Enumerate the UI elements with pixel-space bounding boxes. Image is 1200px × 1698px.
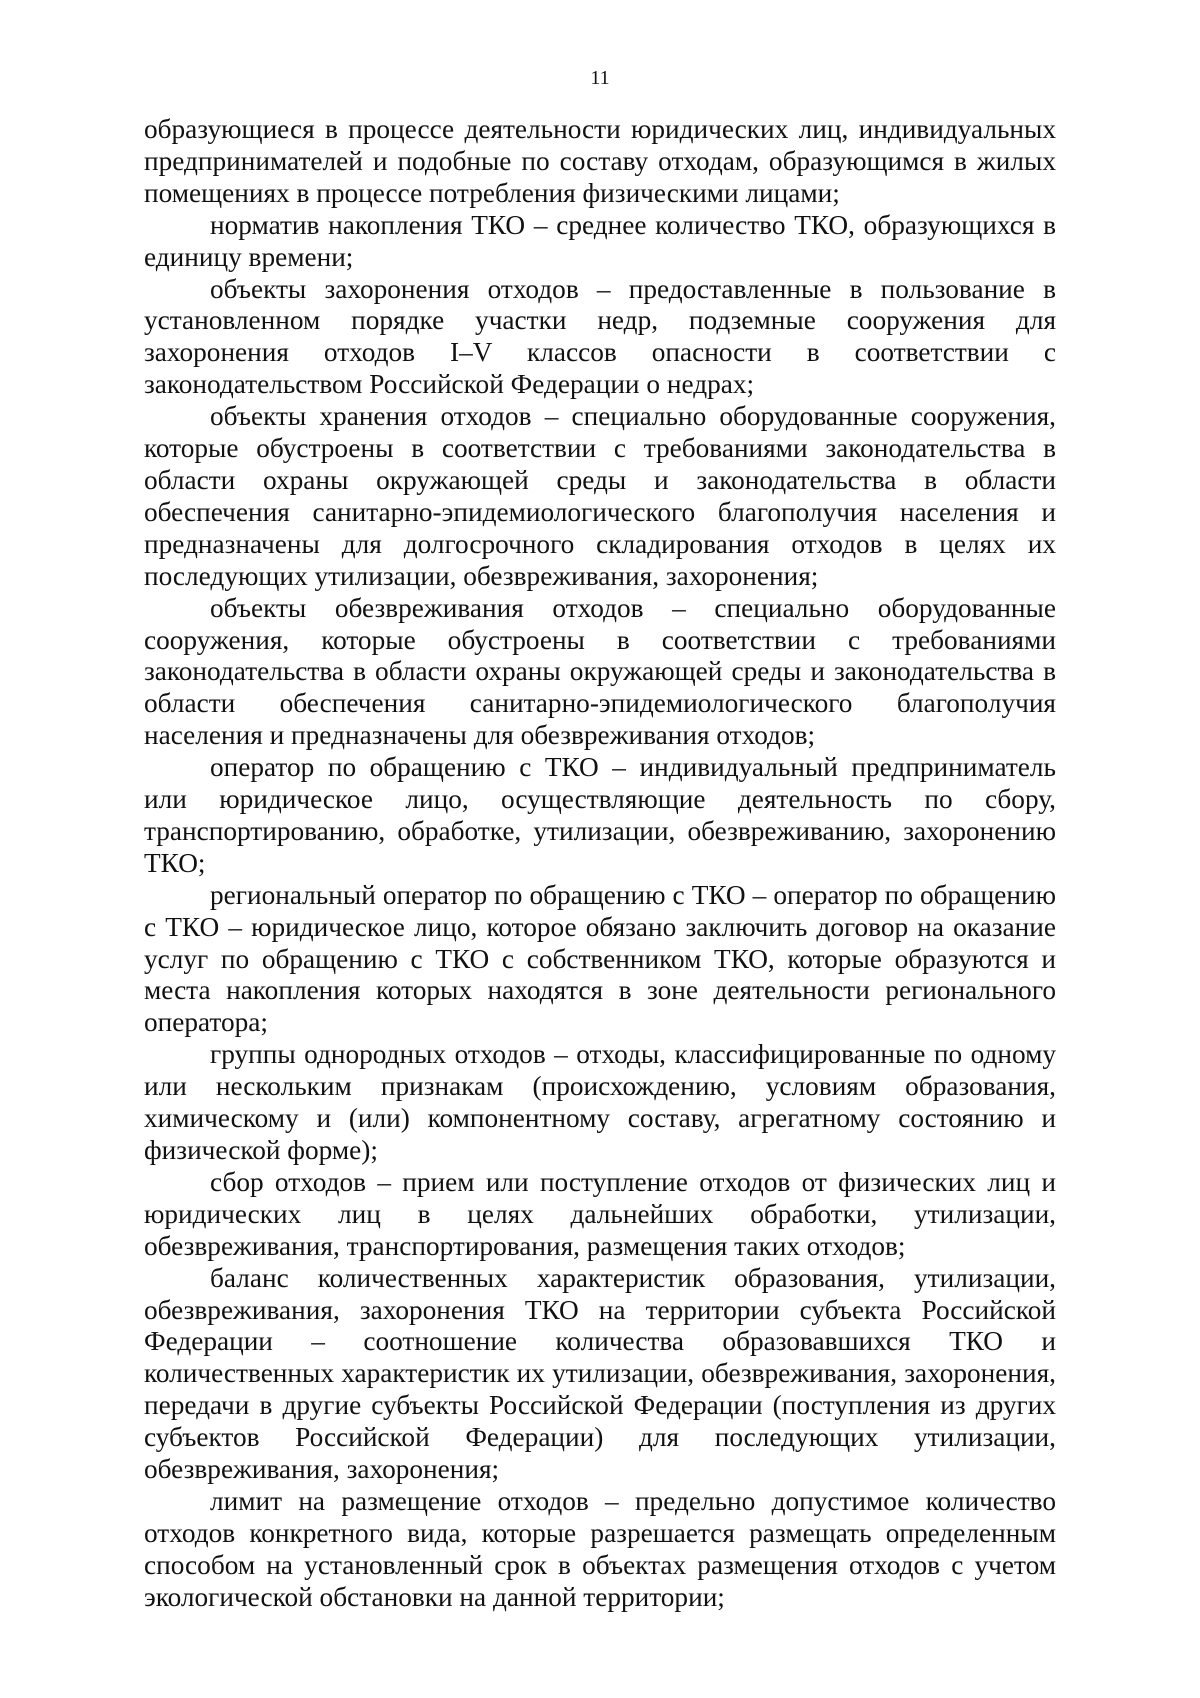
paragraph-regional-operator: региональный оператор по обращению с ТКО – оператор по обращению с ТКО – юридическое лицо, которое обязано заключить договор на оказание услуг по обращению с ТКО с собственником ТКО, которые образуются и места накопления которых находятся в зоне деятельности регионального оператора; — [144, 879, 1056, 1038]
paragraph-continuation: образующиеся в процессе деятельности юридических лиц, индивидуальных предпринимателей и подобные по составу отходам, образующимся в жилых помещениях в процессе потребления физическими лицами; — [144, 114, 1056, 208]
document-body — [144, 114, 1056, 1614]
paragraph-operator: оператор по обращению с ТКО – индивидуальный предприниматель или юридическое лицо, осуществляющие деятельность по сбору, транспортированию, обработке, утилизации, обезвреживанию, захоронению ТКО; — [144, 752, 1056, 878]
paragraph-burial-objects: объекты захоронения отходов – предоставленные в пользование в установленном порядке участки недр, подземные сооружения для захоронения отходов I–V классов опасности в соответствии с законодательством Российской Федерации о недрах; — [144, 273, 1056, 400]
paragraph-homogeneous-groups: группы однородных отходов – отходы, классифицированные по одному или нескольким признакам (происхождению, условиям образования, химическому и (или) компонентному составу, агрегатному состоянию и физической форме); — [144, 1039, 1056, 1165]
page-number: 11 — [590, 67, 610, 89]
paragraph-waste-collection: сбор отходов – прием или поступление отходов от физических лиц и юридических лиц в целях дальнейших обработки, утилизации, обезвреживания, транспортирования, размещения таких отходов; — [144, 1166, 1056, 1261]
paragraph-neutralization-objects: объекты обезвреживания отходов – специально оборудованные сооружения, которые обустроены в соответствии с требованиями законодательства в области охраны окружающей среды и законодательства в области обеспечения санитарно-эпидемиологического благополучия населения и предназначены для обезвреживания отходов; — [144, 592, 1056, 751]
paragraph-balance: баланс количественных характеристик образования, утилизации, обезвреживания, захоронения ТКО на территории субъекта Российской Федерации – соотношение количества образовавшихся ТКО и количественных характеристик их утилизации, обезвреживания, захоронения, передачи в другие субъекты Российской Федерации (поступления из других субъектов Российской Федерации) для последующих утилизации, обезвреживания, захоронения; — [144, 1262, 1056, 1485]
paragraph-placement-limit: лимит на размещение отходов – предельно допустимое количество отходов конкретного вида, которые разрешается размещать определенным способом на установленный срок в объектах размещения отходов с учетом экологической обстановки на данной территории; — [144, 1485, 1056, 1612]
paragraph-storage-objects: объекты хранения отходов – специально оборудованные сооружения, которые обустроены в соответствии с требованиями законодательства в области охраны окружающей среды и законодательства в области обеспечения санитарно-эпидемиологического благополучия населения и предназначены для долгосрочного складирования отходов в целях их последующих утилизации, обезвреживания, захоронения; — [144, 401, 1056, 591]
paragraph-norm-accumulation: норматив накопления ТКО – среднее количество ТКО, образующихся в единицу времени; — [144, 209, 1056, 272]
